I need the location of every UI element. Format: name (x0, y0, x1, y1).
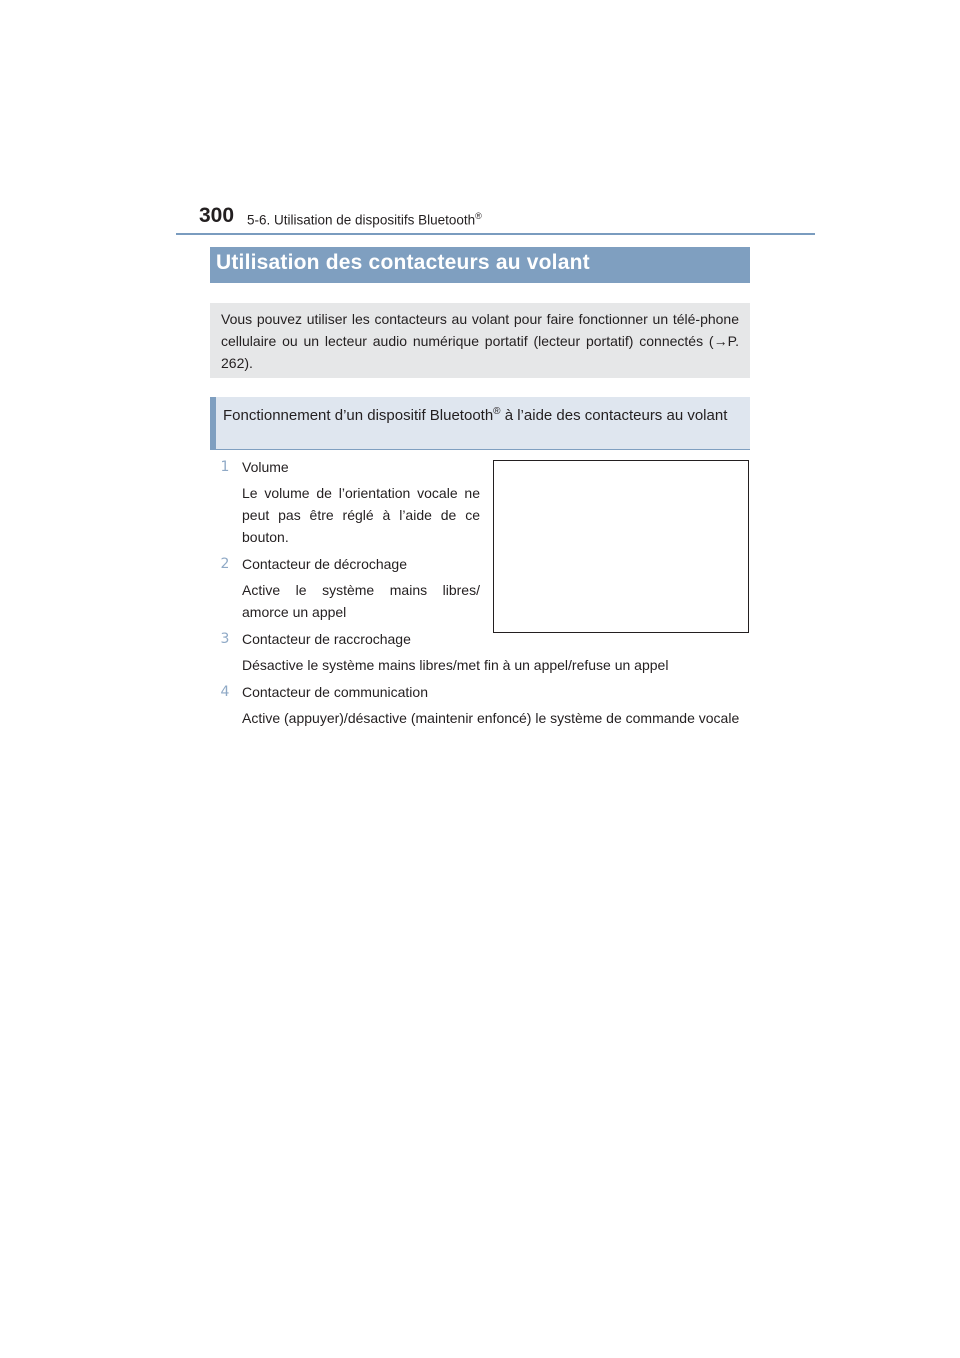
steering-switch-illustration (493, 460, 749, 633)
item-title-talk: Contacteur de communication (242, 684, 428, 700)
item-title-volume: Volume (242, 459, 289, 475)
section-name: 5-6. Utilisation de dispositifs Bluetooth (247, 212, 476, 228)
subsection-title-part2: à l’aide des contacteurs au volant (500, 407, 728, 424)
item-title-on-hook: Contacteur de raccrochage (242, 631, 411, 647)
item-number-2: 2 (220, 556, 230, 572)
item-description-on-hook: Désactive le système mains libres/met fin à un appel/refuse un appel (242, 657, 669, 673)
item-description-volume: Le volume de l’orientation vocale ne peut pas être réglé à l’aide de ce bouton. (242, 485, 480, 545)
subsection-title-part1: Fonctionnement d’un dispositif Bluetooth (223, 407, 494, 424)
item-number-1: 1 (220, 459, 230, 475)
intro-box (210, 303, 750, 378)
section-reference (247, 211, 482, 228)
subsection-header (210, 397, 750, 450)
subsection-registered-mark: ® (493, 406, 501, 417)
header-rule (176, 233, 815, 235)
item-number-4: 4 (220, 684, 230, 700)
page-title: Utilisation des contacteurs au volant (216, 251, 590, 274)
page-number: 300 (199, 204, 235, 227)
item-description-off-hook: Active le système mains libres/ amorce un appel (242, 582, 480, 620)
item-description-talk: Active (appuyer)/désactive (maintenir enfoncé) le système de commande vocale (242, 710, 740, 726)
intro-text: Vous pouvez utiliser les contacteurs au volant pour faire fonctionner un télé-phone cellulaire ou un lecteur audio numérique portatif (lecteur portatif) connectés (→P. 262). (221, 311, 739, 371)
item-number-3: 3 (220, 631, 230, 647)
section-title-bar (210, 247, 750, 283)
subsection-title (223, 400, 745, 428)
item-title-off-hook: Contacteur de décrochage (242, 556, 407, 572)
registered-mark: ® (475, 211, 482, 221)
